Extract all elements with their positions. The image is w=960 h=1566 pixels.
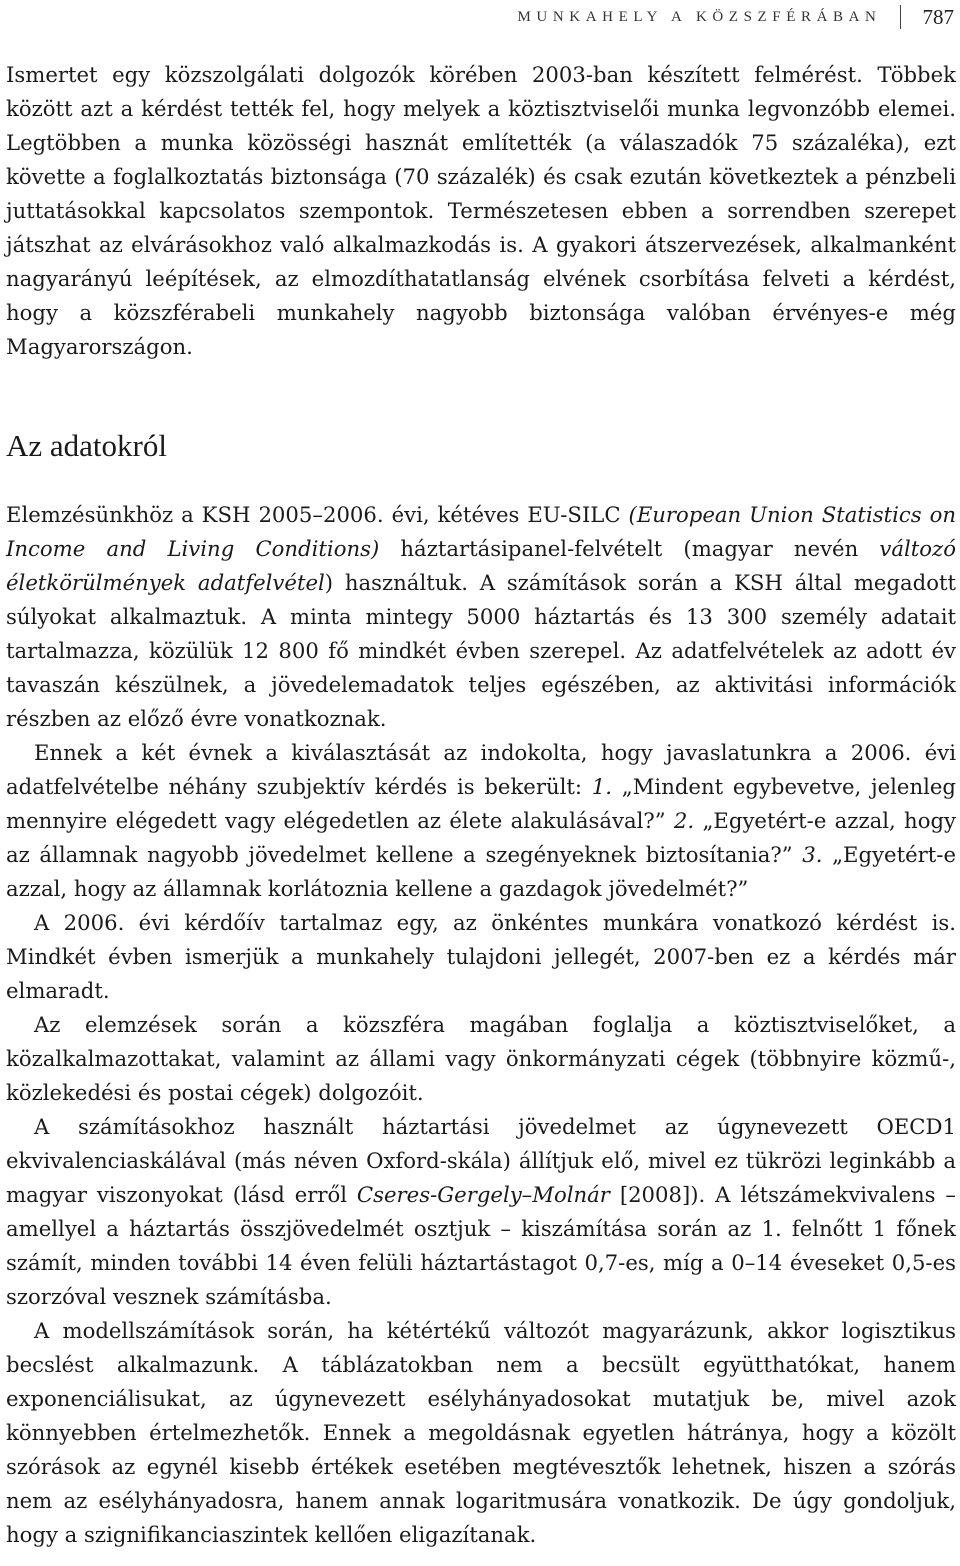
p2-text-d: „Egyetért-e azzal, hogy az államnak korlátoznia kellene a gazdagok jövedelmét?”	[6, 842, 956, 901]
p2-text-c: „Egyetért-e azzal, hogy az államnak nagyobb jövedelmet kellene a szegényeknek biztosítania?”	[6, 808, 956, 867]
header-divider	[900, 5, 901, 29]
p1-italic-hungarian-name: változó életkörülmények adatfelvétel	[6, 536, 956, 595]
p1-text-c: háztartásipanel-felvételt (magyar nevén	[379, 536, 880, 561]
p1-text-e: ) használtuk. A számítások során a KSH által megadott súlyokat alkalmaztuk. A minta mintegy 5000 háztartás és 13 300 személy adatait tartalmazza, közülük 12 800 fő mindkét évben szerepel. Az adatfelvételek az adott év tavaszán készülnek, a jövedelemadatok teljes egészében, az aktivitási információk részben az előző évre vonatkoznak.	[6, 570, 956, 731]
p1-italic-silc: (European Union Statistics on Income and Living Conditions)	[6, 502, 956, 561]
paragraph-public-sector: Az elemzések során a közszféra magában foglalja a köztisztviselőket, a közalkalmazottakat, valamint az állami vagy önkormányzati cégek (többnyire közmű-, közlekedési és postai cégek) dolgozóit.	[6, 1012, 956, 1105]
p2-text-a: Ennek a két évnek a kiválasztását az indokolta, hogy javaslatunkra a 2006. évi adatfelvételbe néhány szubjektív kérdés is bekerült:	[6, 740, 956, 799]
page-number: 787	[922, 4, 954, 29]
paragraph-equivalence-scale	[6, 1110, 956, 1314]
paragraph-subjective-questions	[6, 736, 956, 906]
p1-text-a: Elemzésünkhöz a KSH 2005–2006. évi, kétéves EU-SILC	[6, 502, 629, 527]
running-header	[517, 4, 954, 30]
running-title: MUNKAHELY A KÖZSZFÉRÁBAN	[517, 8, 882, 25]
paragraph-data-source	[6, 498, 956, 736]
paragraph-questionnaire: A 2006. évi kérdőív tartalmaz egy, az önkéntes munkára vonatkozó kérdést is. Mindkét évben ismerjük a munkahely tulajdoni jellegét, 2007-ben ez a kérdés már elmaradt.	[6, 910, 956, 1003]
p5-text-a: A számításokhoz használt háztartási jövedelmet az úgynevezett OECD1 ekvivalenciaskálával (más néven Oxford-skála) állítjuk elő, mivel ez tükrözi leginkább a magyar viszonyokat (lásd erről	[6, 1114, 956, 1207]
section-heading: Az adatokról	[6, 428, 167, 463]
paragraph-model-estimation: A modellszámítások során, ha kétértékű változót magyarázunk, akkor logisztikus becslést alkalmazunk. A táblázatokban nem a becsült együtthatókat, hanem exponenciálisukat, az úgynevezett esélyhányadosokat mutatjuk be, mivel azok könnyebben értelmezhetők. Ennek a megoldásnak egyetlen hátránya, hogy a közölt szórások az egynél kisebb értékek esetében megtévesztők lehetnek, hiszen a szórás nem az esélyhányadosra, hanem annak logaritmusára vonatkozik. De úgy gondoljuk, hogy a szignifikanciaszintek kellően eligazítanak.	[6, 1318, 956, 1547]
p5-text-c: [2008]). A létszámekvivalens – amellyel a háztartás összjövedelmét osztjuk – kiszámítása során az 1. felnőtt 1 főnek számít, minden további 14 éven felüli háztartástagot 0,7-es, míg a 0–14 éveseket 0,5-es szorzóval vesznek számításba.	[6, 1182, 956, 1309]
p2-num-3: 3.	[802, 842, 823, 867]
body-text	[6, 58, 956, 1552]
p2-text-b: „Mindent egybevetve, jelenleg mennyire elégedett vagy elégedetlen az élete alakulásával?”	[6, 774, 956, 833]
p2-num-1: 1.	[591, 774, 612, 799]
p2-num-2: 2.	[673, 808, 695, 833]
p5-italic-citation: Cseres-Gergely–Molnár	[356, 1182, 610, 1207]
intro-paragraph: Ismertet egy közszolgálati dolgozók körében 2003-ban készített felmérést. Többek között azt a kérdést tették fel, hogy melyek a köztisztviselői munka legvonzóbb elemei. Legtöbben a munka közösségi hasznát említették (a válaszadók 75 százaléka), ezt követte a foglalkoztatás biztonsága (70 százalék) és csak ezután következtek a pénzbeli juttatásokkal kapcsolatos szempontok. Természetesen ebben a sorrendben szerepet játszhat az elvárásokhoz való alkalmazkodás is. A gyakori átszervezések, alkalmanként nagyarányú leépítések, az elmozdíthatatlanság elvének csorbítása felveti a kérdést, hogy a közszférabeli munkahely nagyobb biztonsága valóban érvényes-e még Magyarországon.	[6, 62, 956, 359]
